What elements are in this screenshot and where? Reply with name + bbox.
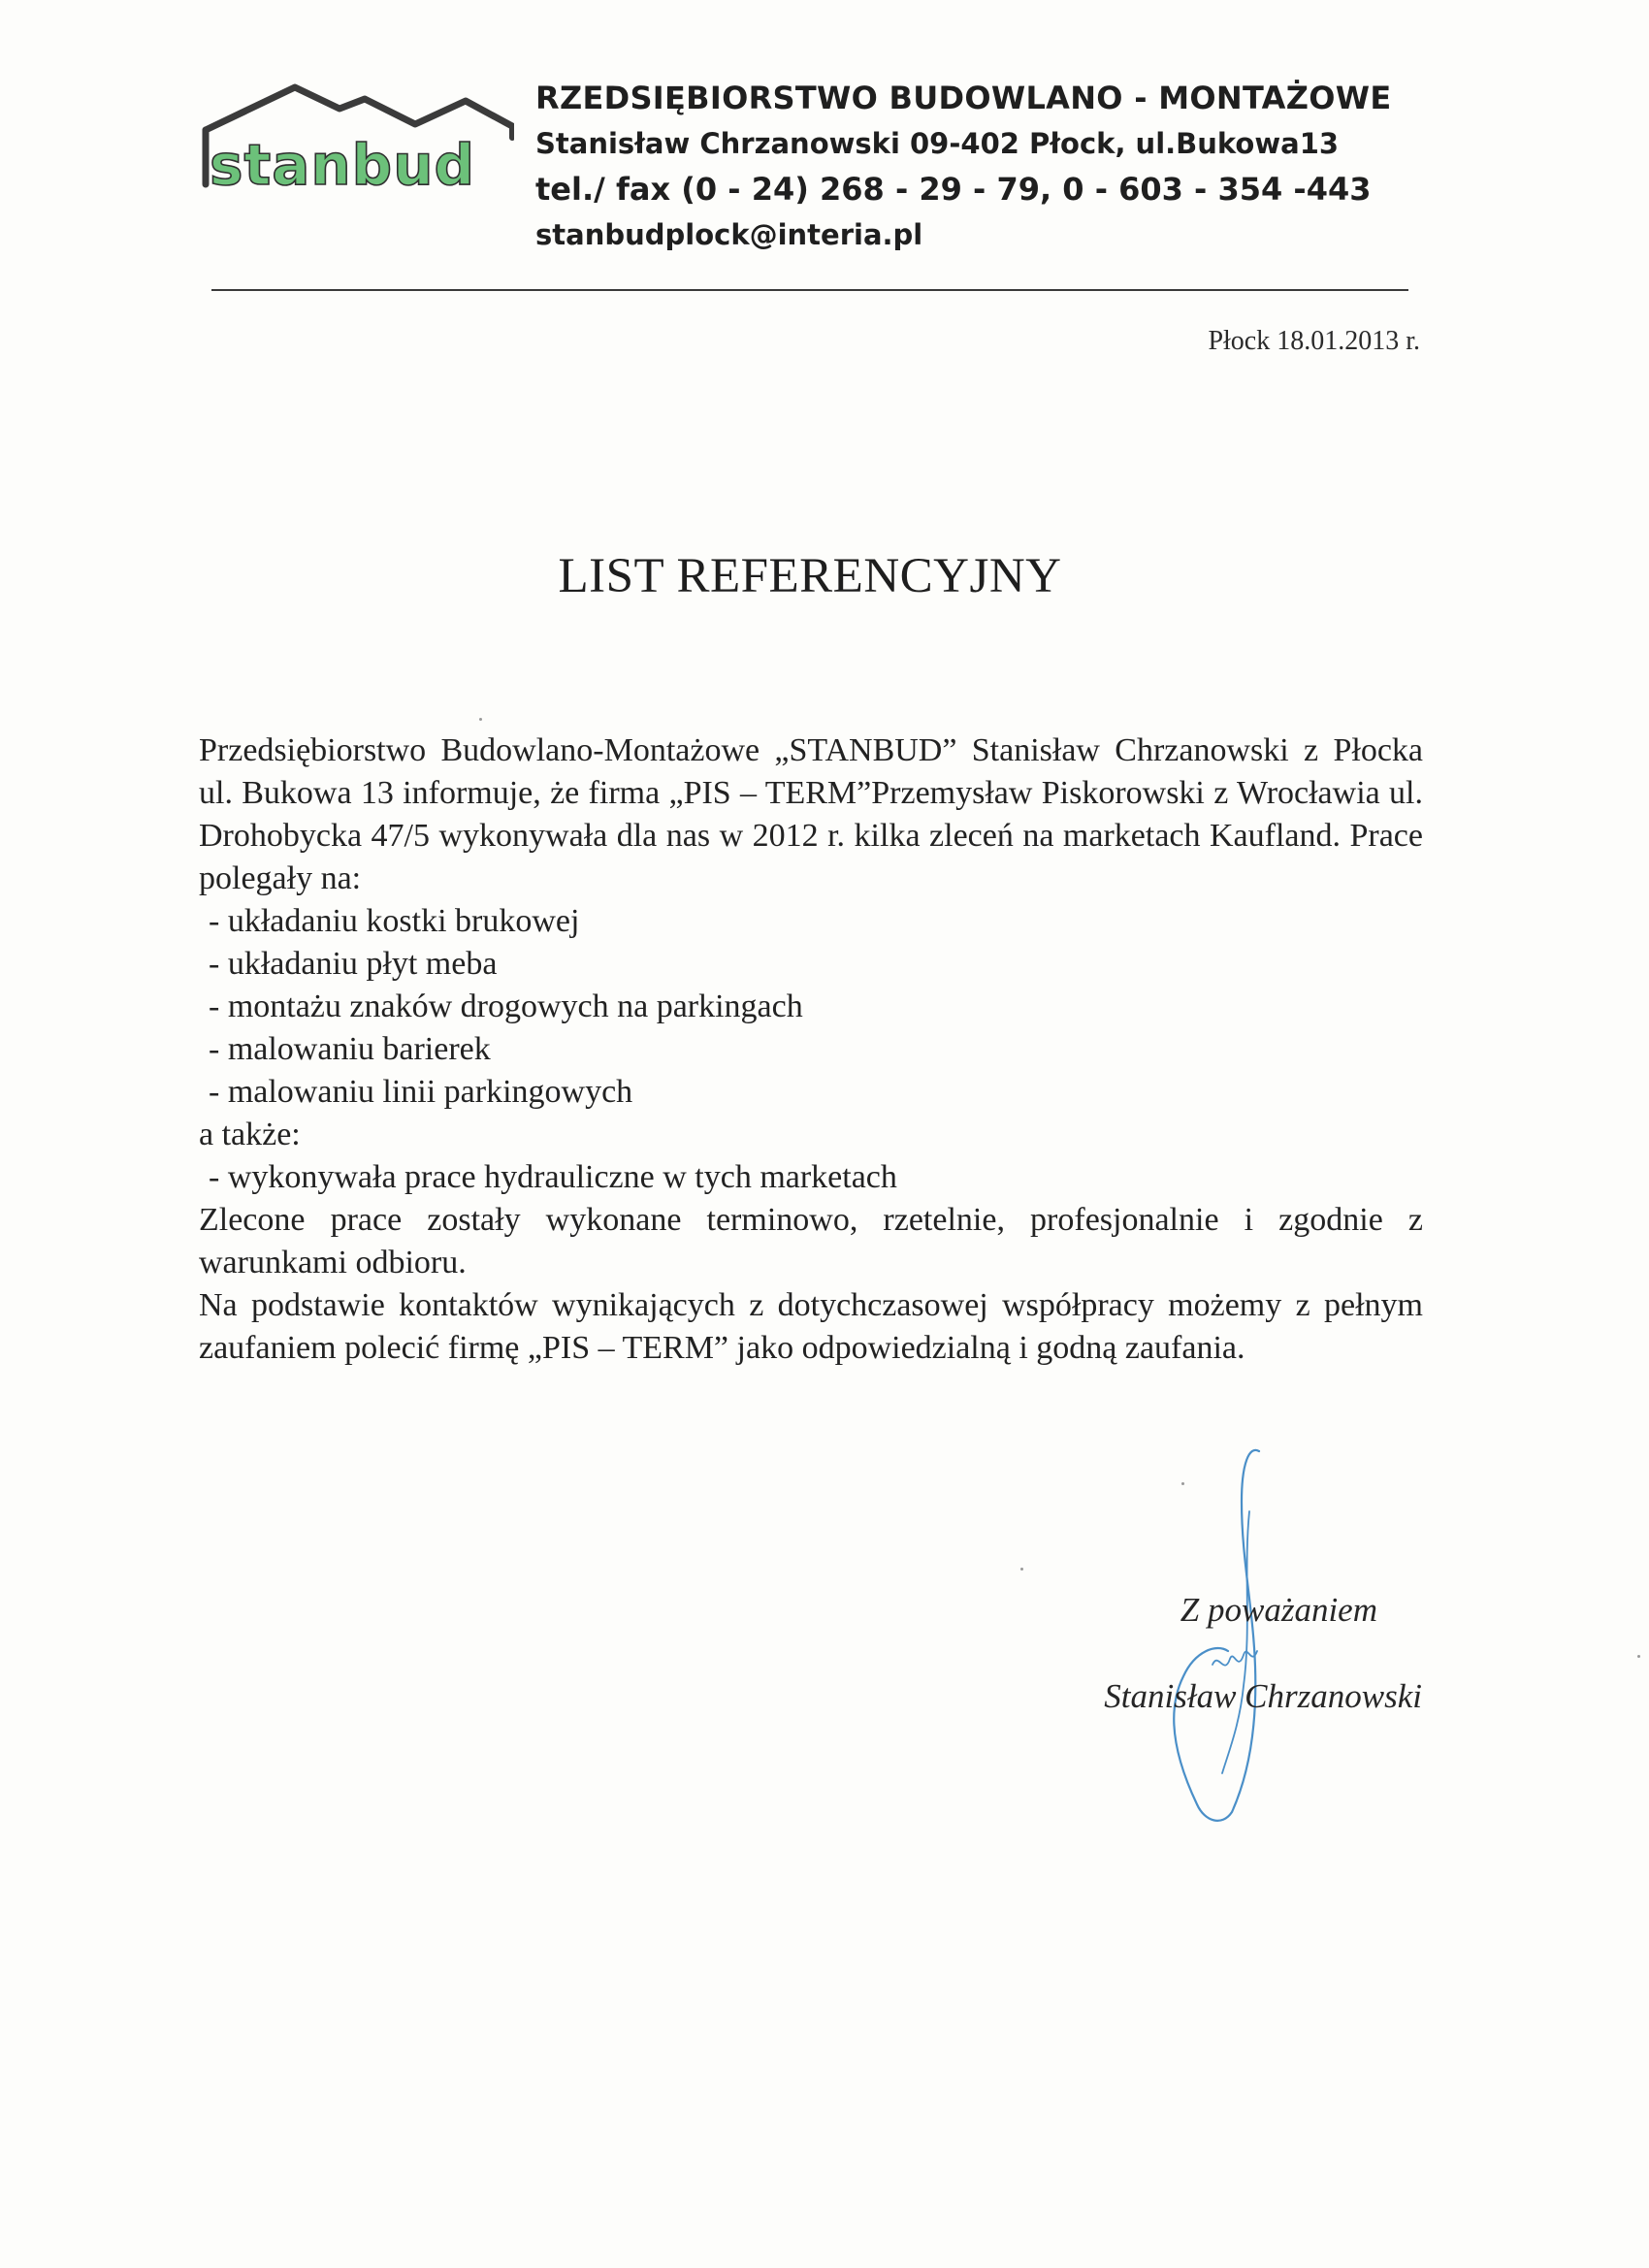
scan-speck: [1637, 1655, 1640, 1658]
extra-task-list: [199, 1156, 1423, 1199]
letterhead: [535, 76, 1505, 258]
header-divider: [211, 289, 1408, 291]
scan-speck: [1020, 1568, 1023, 1571]
scan-speck: [479, 718, 482, 721]
quality-paragraph: Zlecone prace zostały wykonane terminowo, rzetelnie, profesjonalnie i zgodnie z warunkami odbioru.: [199, 1202, 1423, 1280]
logo-roof: [206, 87, 512, 130]
list-item: - wykonywała prace hydrauliczne w tych marketach: [209, 1159, 897, 1195]
signatory-name: Stanisław Chrzanowski: [1104, 1677, 1422, 1715]
letter-body: [199, 729, 1423, 1370]
closing-block: [1104, 1589, 1422, 1718]
list-item: - malowaniu linii parkingowych: [209, 1074, 633, 1110]
scan-speck: [1181, 1482, 1184, 1485]
also-label: a także:: [199, 1117, 301, 1152]
company-email: stanbudplock@interia.pl: [535, 218, 923, 251]
stanbud-logo: [194, 80, 514, 201]
task-list: [199, 900, 1423, 1114]
list-item: - układaniu płyt meba: [209, 946, 498, 982]
company-address: Stanisław Chrzanowski 09-402 Płock, ul.Bukowa13: [535, 127, 1340, 160]
company-phone: tel./ fax (0 - 24) 268 - 29 - 79, 0 - 603 - 354 -443: [535, 171, 1372, 208]
letter-date: Płock 18.01.2013 r.: [1208, 326, 1420, 356]
letter-title: LIST REFERENCYJNY: [558, 549, 1062, 603]
list-item: - malowaniu barierek: [209, 1031, 491, 1067]
list-item: - montażu znaków drogowych na parkingach: [209, 988, 803, 1024]
intro-paragraph: Przedsiębiorstwo Budowlano-Montażowe „STANBUD” Stanisław Chrzanowski z Płocka ul. Bukowa 13 informuje, że firma „PIS – TERM”Przemysław Piskorowski z Wrocławia ul. Drohobycka 47/5 wykonywała dla nas w 2012 r. kilka zleceń na marketach Kaufland. Prace polegały na:: [199, 732, 1423, 896]
closing-salutation: Z poważaniem: [1180, 1591, 1377, 1629]
company-name: RZEDSIĘBIORSTWO BUDOWLANO - MONTAŻOWE: [535, 80, 1392, 116]
logo-wordmark: stanbud: [210, 132, 476, 198]
list-item: - układaniu kostki brukowej: [209, 903, 580, 939]
recommendation-paragraph: Na podstawie kontaktów wynikających z dotychczasowej współpracy możemy z pełnym zaufaniem polecić firmę „PIS – TERM” jako odpowiedzialną i godną zaufania.: [199, 1287, 1423, 1366]
